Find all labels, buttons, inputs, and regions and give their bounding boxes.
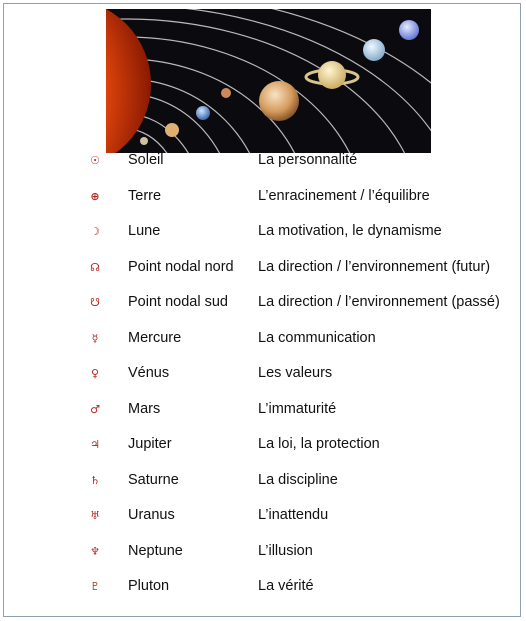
planet-name: Jupiter	[128, 436, 172, 452]
planet-meaning: La communication	[258, 329, 376, 346]
list-item	[0, 214, 526, 250]
planet-name: Soleil	[128, 152, 164, 168]
list-item	[0, 250, 526, 286]
list-item	[0, 392, 526, 428]
planet-name: Mars	[128, 400, 161, 417]
planet-list	[0, 143, 526, 605]
list-item	[0, 498, 526, 534]
planet-name: Pluton	[128, 578, 170, 594]
planet-meaning: L’enracinement / l’équilibre	[258, 187, 430, 204]
planet-meaning: Les valeurs	[258, 365, 333, 381]
planet-name: Lune	[128, 223, 161, 239]
planet-meaning: La discipline	[258, 471, 338, 488]
list-item	[0, 321, 526, 357]
north-node-symbol-icon: ☊	[90, 260, 100, 274]
list-item	[0, 285, 526, 321]
list-item	[0, 534, 526, 570]
venus-symbol-icon: ♀	[90, 367, 100, 380]
mars-symbol-icon: ♂	[90, 402, 100, 416]
pluto-symbol-icon: ♇	[90, 580, 100, 593]
planet-name: Vénus	[128, 365, 170, 381]
planet-meaning: L’inattendu	[258, 507, 329, 523]
sun-symbol-icon: ☉	[90, 154, 100, 167]
planet-name: Terre	[128, 187, 162, 204]
planet-meaning: La personnalité	[258, 152, 358, 168]
moon-symbol-icon: ☽	[90, 225, 100, 238]
list-item	[0, 569, 526, 605]
planet-name: Saturne	[128, 471, 179, 488]
list-item	[0, 143, 526, 179]
jupiter-symbol-icon: ♃	[90, 438, 100, 451]
planet-meaning: La direction / l’environnement (passé)	[258, 294, 500, 310]
solar-system-image	[106, 9, 431, 153]
planet-meaning: L’immaturité	[258, 400, 337, 417]
uranus-symbol-icon: ♅	[90, 509, 100, 522]
saturn-symbol-icon: ♄	[90, 473, 100, 487]
planet-name: Uranus	[128, 507, 175, 523]
planet-meaning: La vérité	[258, 578, 314, 594]
planet-meaning: La direction / l’environnement (futur)	[258, 258, 491, 275]
planet-name: Point nodal nord	[128, 258, 234, 275]
south-node-symbol-icon: ☋	[90, 296, 100, 309]
planet-meaning: L’illusion	[258, 542, 313, 559]
planet-meaning: La loi, la protection	[258, 436, 380, 452]
planet-name: Mercure	[128, 329, 182, 346]
neptune-symbol-icon: ♆	[90, 544, 100, 558]
list-item	[0, 463, 526, 499]
list-item	[0, 356, 526, 392]
planet-meaning: La motivation, le dynamisme	[258, 223, 442, 239]
planet-name: Neptune	[128, 542, 183, 559]
earth-symbol-icon: ⊕	[90, 189, 100, 203]
planet-name: Point nodal sud	[128, 294, 228, 310]
list-item	[0, 179, 526, 215]
list-item	[0, 427, 526, 463]
mercury-symbol-icon: ☿	[91, 331, 99, 345]
